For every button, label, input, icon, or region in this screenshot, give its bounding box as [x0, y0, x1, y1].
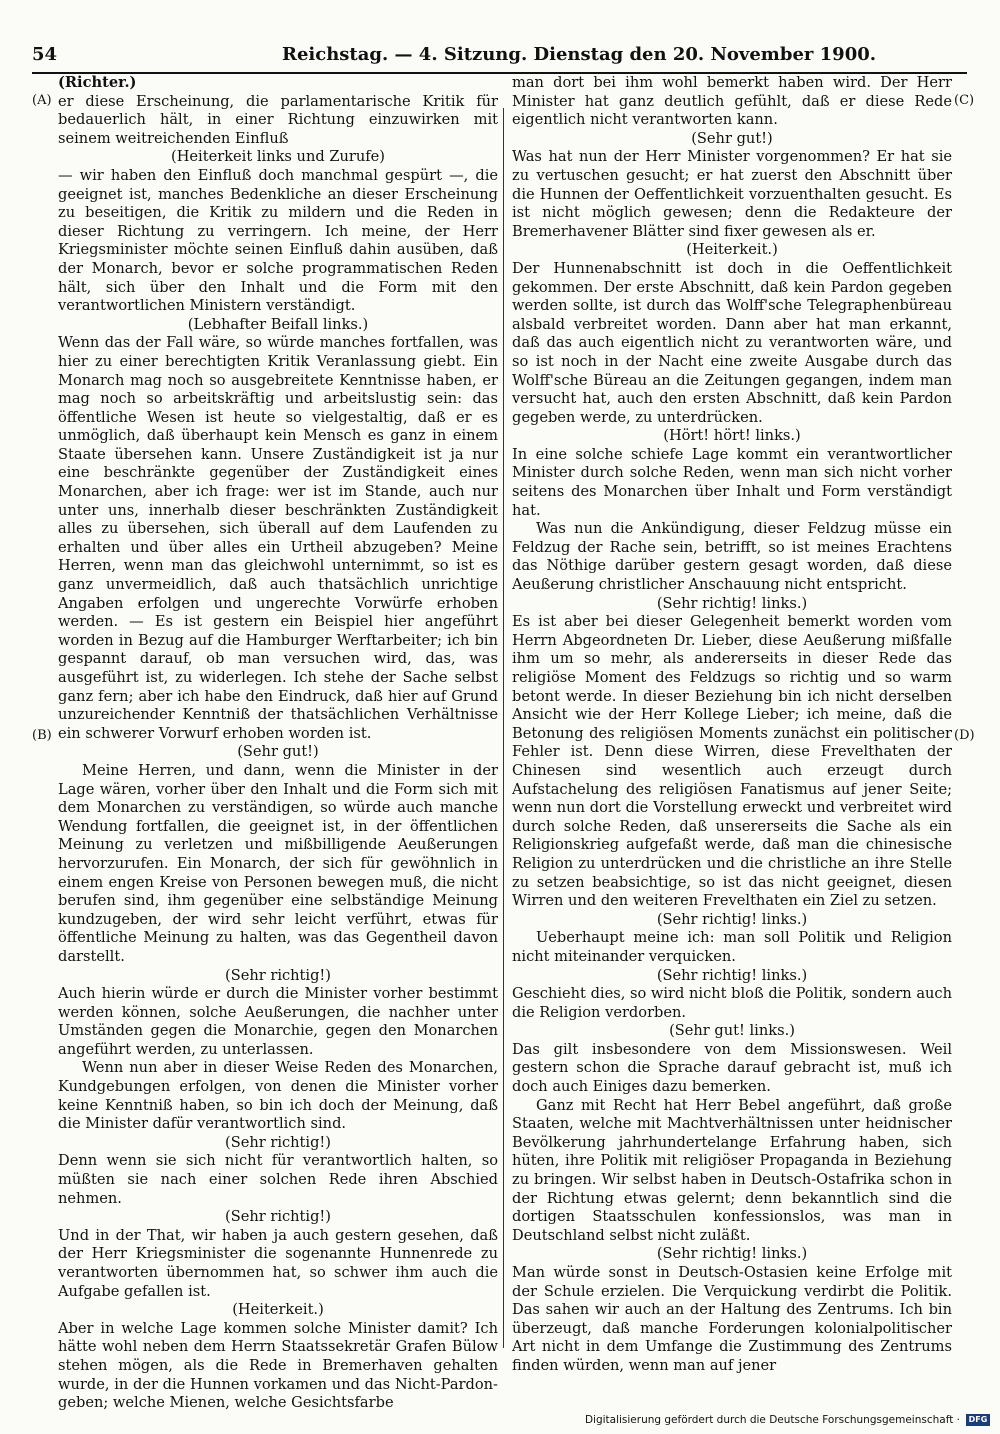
paragraph: Der Hunnenabschnitt ist doch in die Oeffentlichkeit gekommen. Der erste Abschnitt, daß kein Pardon gegeben werden sollte, ist durch das Wolff'sche Telegraphenbüreau alsbald verbreitet worden. Dann aber hat man erkannt, daß das auch eigentlich nicht zu verantworten wäre, und so ist noch in der Nacht eine zweite Ausgabe durch das Wolff'sche Büreau an die Zeitungen gegangen, indem man versucht hat, auch den ersten Abschnitt, daß kein Pardon gegeben werde, zu unterdrücken.: [512, 259, 952, 426]
paragraph: Auch hierin würde er durch die Minister vorher bestimmt werden können, solche Aeußerungen, die nachher unter Umständen gegen die Monarchie, gegen den Monarchen angeführt werden, zu unterlassen.: [58, 985, 498, 1058]
interjection: (Heiterkeit links und Zurufe): [171, 148, 385, 166]
page-header: [32, 38, 967, 74]
paragraph: Was nun die Ankündigung, dieser Feldzug müsse ein Feldzug der Rache sein, betrifft, so ist meines Erachtens das Nöthige darüber gestern gesagt worden, daß diese Aeußerung christlicher Anschauung nicht entspricht.: [512, 520, 952, 594]
paragraph: In eine solche schiefe Lage kommt ein verantwortlicher Minister durch solche Reden, wenn man sich nicht vorher seitens des Monarchen über Inhalt und Form verständigt hat.: [512, 445, 952, 519]
paragraph: Ueberhaupt meine ich: man soll Politik und Religion nicht miteinander verquicken.: [512, 929, 952, 965]
paragraph: Geschieht dies, so wird nicht bloß die Politik, sondern auch die Religion verdorben.: [512, 985, 952, 1021]
speaker-name: (Richter.): [58, 74, 137, 91]
paragraph: Und in der That, wir haben ja auch gestern gesehen, daß der Herr Kriegsminister die sogenannte Hunnenrede zu verantworten übernommen hat, so schwer ihm auch die Aufgabe gefallen ist.: [58, 1226, 498, 1300]
interjection: (Sehr richtig!): [225, 1208, 331, 1226]
paragraph: Es ist aber bei dieser Gelegenheit bemerkt worden vom Herrn Abgeordneten Dr. Lieber, diese Aeußerung mißfalle ihm um so mehr, als andererseits in dieser Rede das religiöse Moment des Feldzugs so richtig und so warm betont werde. In dieser Beziehung bin ich nicht derselben Ansicht wie der Herr Kollege Lieber; ich meine, daß die Betonung des religiösen Moments zunächst ein politischer Fehler ist. Denn diese Wirren, diese Frevelthaten der Chinesen sind wesentlich auch erzeugt durch Aufstachelung des religiösen Fanatismus auf jener Seite; wenn nun dort die Vorstellung erweckt und verbreitet wird durch solche Reden, daß unsererseits die Sache als ein Religionskrieg aufgefaßt werde, daß man die chinesische Religion zu unterdrücken und die christliche an ihre Stelle zu setzen beabsichtige, so ist das nicht geeignet, diesen Wirren und den weiteren Frevelthaten ein Ziel zu setzen.: [512, 613, 952, 910]
interjection: (Sehr richtig! links.): [656, 966, 808, 984]
paragraph: — wir haben den Einfluß doch manchmal gespürt —, die geeignet ist, manches Bedenkliche an dieser Erscheinung zu beseitigen, die Kritik zu mildern und die Reden in dieser Richtung zu verringern. Ich meine, der Herr Kriegsminister möchte seinen Einfluß dahin ausüben, daß der Monarch, bevor er solche programmatischen Reden hält, sich über den Inhalt und die Form mit den verantwortlichen Ministern verständigt.: [58, 166, 498, 315]
interjection: (Sehr gut!): [691, 129, 773, 147]
margin-marker-b: (B): [32, 728, 52, 743]
digitization-credit: Digitalisierung gefördert durch die Deutsche Forschungsgemeinschaft ·: [584, 1414, 960, 1426]
paragraph: Aber in welche Lage kommen solche Minister damit? Ich hätte wohl neben dem Herrn Staatssekretär Grafen Bülow stehen mögen, als die Rede in Bremerhaven gehalten wurde, in der die Hunnen vorkamen und das Nicht-Pardon-geben; welche Mienen, welche Gesichtsfarbe: [58, 1319, 498, 1412]
page-number: 54: [32, 44, 58, 65]
interjection: (Sehr richtig! links.): [656, 594, 808, 612]
interjection: (Sehr richtig!): [225, 1133, 331, 1151]
interjection: (Sehr gut! links.): [669, 1022, 795, 1040]
interjection: (Sehr richtig! links.): [656, 910, 808, 928]
paragraph: Wenn nun aber in dieser Weise Reden des Monarchen, Kundgebungen erfolgen, von denen die Minister vorher keine Kenntniß haben, so bin ich doch der Meinung, daß die Minister dafür verantwortlich sind.: [58, 1059, 498, 1133]
paragraph: Was hat nun der Herr Minister vorgenommen? Er hat sie zu vertuschen gesucht; er hat zuerst den Abschnitt über die Hunnen der Oeffentlichkeit vorzuenthalten gesucht. Es ist nicht möglich gewesen; denn die Redakteure der Bremerhavener Blätter sind fixer gewesen als er.: [512, 148, 952, 240]
paragraph: Man würde sonst in Deutsch-Ostasien keine Erfolge mit der Schule erzielen. Die Verquickung verdirbt die Politik. Das sahen wir auch an der Haltung des Zentrums. Ich bin überzeugt, daß manche Forderungen kolonialpolitischer Art nicht in dem Umfange die Zustimmung des Zentrums finden würden, wenn man auf jener: [512, 1264, 952, 1374]
column-divider: [503, 108, 504, 1348]
paragraph: Das gilt insbesondere von dem Missionswesen. Weil gestern schon die Sprache darauf gebracht ist, muß ich doch auch Einiges dazu bemerken.: [512, 1040, 952, 1096]
paragraph: Wenn das der Fall wäre, so würde manches fortfallen, was hier zu einer berechtigten Kritik Veranlassung giebt. Ein Monarch mag noch so ausgebreitete Kenntnisse haben, er mag noch so arbeitskräftig und arbeitslustig sein: das öffentliche Wesen ist heute so vielgestaltig, daß er es unmöglich, daß überhaupt kein Mensch es ganz in einem Staate übersehen kann. Unsere Zuständigkeit ist ja nur eine beschränkte gegenüber der Zuständigkeit eines Monarchen, aber ich frage: wer ist im Stande, auch nur unter uns, innerhalb dieser beschränkten Zuständigkeit alles zu übersehen, sich überall auf dem Laufenden zu erhalten und über alles ein Urtheil abzugeben? Meine Herren, wenn man das gleichwohl unternimmt, so ist es ganz unvermeidlich, daß auch thatsächlich unrichtige Angaben erfolgen und ungerechte Vorwürfe erhoben werden. — Es ist gestern ein Beispiel hier angeführt worden in Bezug auf die Hamburger Werftarbeiter; ich bin gespannt darauf, ob man versuchen wird, das, was ausgeführt ist, zu widerlegen. Ich stehe der Sache selbst ganz fern; aber ich habe den Eindruck, daß hier auf Grund unzureichender Kenntniß der thatsächlichen Verhältnisse ein schwerer Vorwurf erhoben worden ist.: [58, 334, 498, 742]
running-head: Reichstag. — 4. Sitzung. Dienstag den 20. November 1900.: [282, 44, 877, 65]
interjection: (Hört! hört! links.): [663, 427, 801, 445]
interjection: (Sehr gut!): [237, 743, 319, 761]
right-column: [512, 74, 952, 1376]
interjection: (Heiterkeit.): [232, 1301, 324, 1319]
interjection: (Sehr richtig!): [225, 966, 331, 984]
interjection: (Sehr richtig! links.): [656, 1245, 808, 1263]
paragraph: er diese Erscheinung, die parlamentarische Kritik für bedauerlich hält, in einer Richtung einzuwirken mit seinem weitreichenden Einfluß: [58, 92, 498, 147]
margin-marker-a: (A): [32, 93, 52, 108]
dfg-logo-icon: DFG: [966, 1414, 990, 1426]
margin-marker-c: (C): [954, 93, 975, 108]
paragraph: Ganz mit Recht hat Herr Bebel angeführt, daß große Staaten, welche mit Machtverhältnissen unter heidnischer Bevölkerung jahrhundertelange Erfahrung haben, sich hüten, ihre Politik mit religiöser Propaganda in Beziehung zu bringen. Wir selbst haben in Deutsch-Ostafrika schon in der Richtung etwas gelernt; denn bekanntlich sind die dortigen Staatsschulen konfessionslos, was man in Deutschland selbst nicht zuläßt.: [512, 1096, 952, 1244]
margin-marker-d: (D): [954, 728, 975, 743]
paragraph: man dort bei ihm wohl bemerkt haben wird. Der Herr Minister hat ganz deutlich gefühlt, daß er diese Rede eigentlich nicht verantworten kann.: [512, 74, 952, 129]
left-column: [58, 74, 498, 1413]
paragraph: Denn wenn sie sich nicht für verantwortlich halten, so müßten sie nach einer solchen Rede ihren Abschied nehmen.: [58, 1152, 498, 1207]
footer: [585, 1414, 990, 1426]
paragraph: Meine Herren, und dann, wenn die Minister in der Lage wären, vorher über den Inhalt und die Form sich mit dem Monarchen zu verständigen, so würde auch manche Wendung fortfallen, die geeignet ist, in der öffentlichen Meinung zu verletzen und mißbilligende Aeußerungen hervorzurufen. Ein Monarch, der sich für gewöhnlich in einem engen Kreise von Personen bewegen muß, die nicht berufen sind, ihm gegenüber eine selbständige Meinung kundzugeben, der wird sehr leicht verführt, etwas für öffentliche Meinung zu halten, was das Gegentheil davon darstellt.: [58, 761, 498, 965]
interjection: (Heiterkeit.): [686, 241, 778, 259]
interjection: (Lebhafter Beifall links.): [187, 315, 369, 333]
